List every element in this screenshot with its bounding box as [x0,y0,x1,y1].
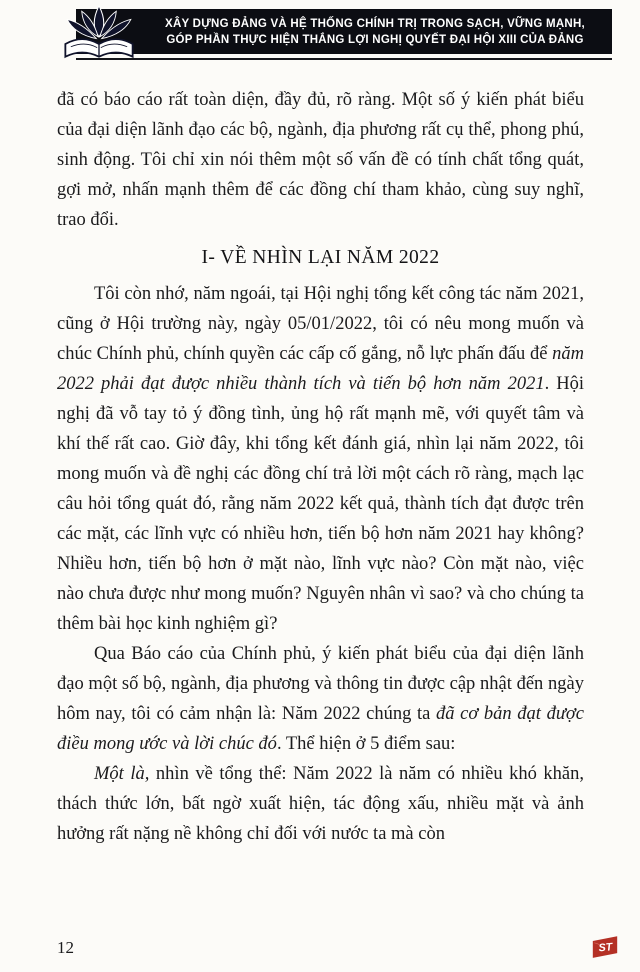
text-run: Qua Báo cáo của Chính phủ, ý kiến phát biểu của đại diện lãnh đạo một số bộ, ngành, địa phương và thông tin được cập nhật đến ngày hôm nay, tôi có cảm nhận là: Năm 2022 chúng ta [57,644,584,724]
text-run-italic: Một là, [94,764,150,784]
text-run: . Thể hiện ở 5 điểm sau: [276,734,456,754]
header-banner [76,9,612,54]
text-run-italic: năm 2022 phải đạt được nhiều thành tích và tiến bộ hơn năm 2021 [57,344,584,394]
paragraph [57,279,584,639]
stamp-text: ST [598,941,613,955]
banner-title-line1: XÂY DỰNG ĐẢNG VÀ HỆ THỐNG CHÍNH TRỊ TRONG SẠCH, VỮNG MẠNH, [165,17,585,30]
publisher-stamp-icon [590,935,620,960]
text-run-italic: đã cơ bản đạt được điều mong ước và lời chúc đó [57,704,584,754]
text-run: nhìn về tổng thể: Năm 2022 là năm có nhiều khó khăn, thách thức lớn, bất ngờ xuất hiện, tác động xấu, nhiều mặt và ảnh hưởng rất nặng nề không chỉ đối với nước ta mà còn [57,764,584,844]
page-body [57,85,584,849]
lotus-book-emblem-icon [56,4,142,64]
text-run: . Hội nghị đã vỗ tay tỏ ý đồng tình, ủng hộ rất mạnh mẽ, với quyết tâm và khí thế rất cao. Giờ đây, khi tổng kết đánh giá, nhìn lại năm 2022, tôi mong muốn và đề nghị các đồng chí trả lời một cách rõ ràng, mạch lạc câu hỏi tổng quát đó, rằng năm 2022 kết quả, thành tích đạt được trên các mặt, các lĩnh vực có nhiều hơn, tiến bộ hơn năm 2021 hay không? Nhiều hơn, tiến bộ hơn ở mặt nào, lĩnh vực nào? Còn mặt nào, việc nào chưa được như mong muốn? Nguyên nhân vì sao? và cho chúng ta thêm bài học kinh nghiệm gì? [57,374,585,634]
paragraph [57,639,584,759]
paragraph-continuation: đã có báo cáo rất toàn diện, đầy đủ, rõ ràng. Một số ý kiến phát biểu của đại diện lãnh đạo các bộ, ngành, địa phương rất cụ thể, phong phú, sinh động. Tôi chỉ xin nói thêm một số vấn đề có tính chất tổng quát, gợi mở, nhấn mạnh thêm để các đồng chí tham khảo, cùng suy nghĩ, trao đổi. [57,90,584,230]
text-run: Tôi còn nhớ, năm ngoái, tại Hội nghị tổng kết công tác năm 2021, cũng ở Hội trường này, ngày 05/01/2022, tôi có nêu mong muốn và chúc Chính phủ, chính quyền các cấp cố gắng, nỗ lực phấn đấu để [57,284,584,364]
section-heading: I- VỀ NHÌN LẠI NĂM 2022 [201,247,440,268]
banner-title-line2: GÓP PHẦN THỰC HIỆN THẮNG LỢI NGHỊ QUYẾT ĐẠI HỘI XIII CỦA ĐẢNG [166,33,584,46]
page-header [76,9,612,54]
page-number: 12 [57,938,74,957]
paragraph [57,759,584,849]
